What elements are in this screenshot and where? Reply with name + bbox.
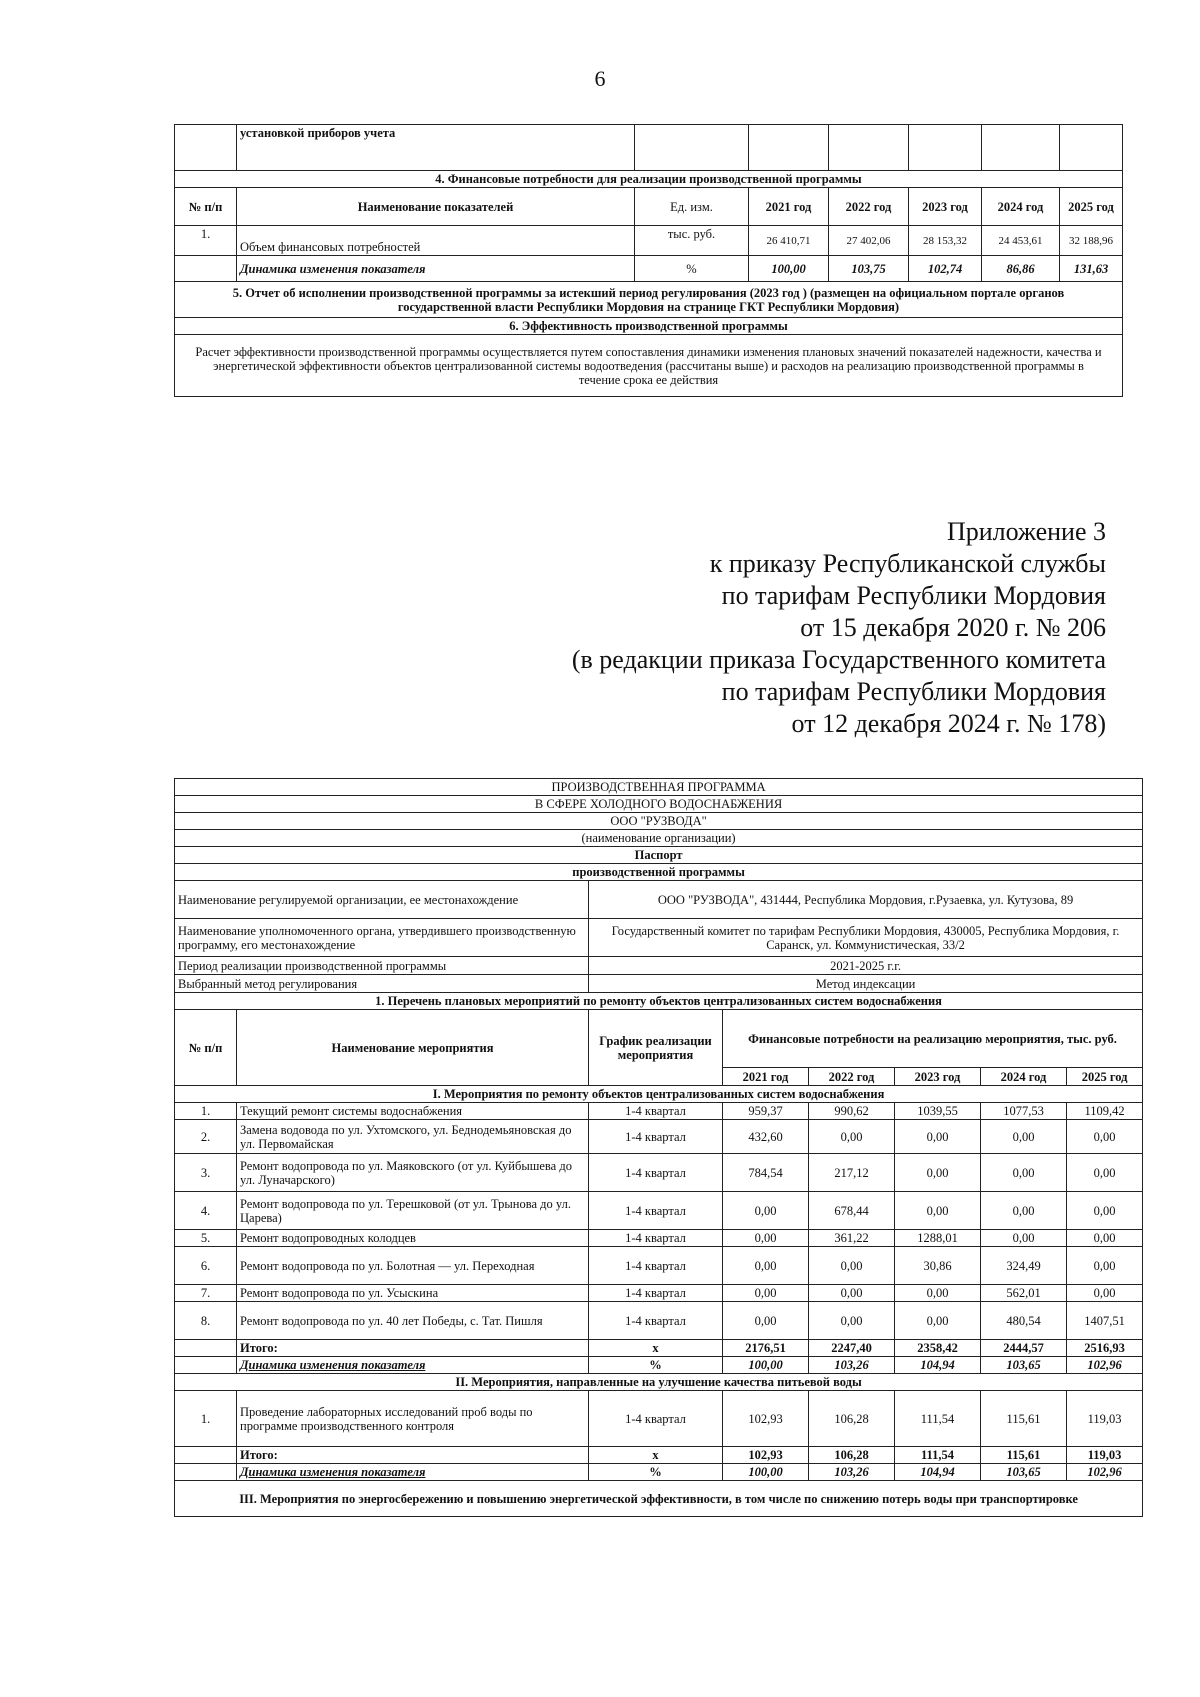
header-schedule: График реализации мероприятия [589,1010,723,1086]
section3-title: III. Мероприятия по энергосбережению и повышению энергетической эффективности, в том числе по снижению потерь воды при транспортировке [175,1481,1143,1517]
passport-row [175,957,1143,975]
section6-title: 6. Эффективность производственной программы [175,318,1123,335]
total-value: 106,28 [809,1447,895,1464]
row-value: 111,54 [895,1391,981,1447]
header-year: 2025 год [1060,188,1123,226]
dynamics-value: 100,00 [723,1357,809,1374]
row-value: 28 153,32 [909,226,982,256]
row-value: 1077,53 [981,1103,1067,1120]
dynamics-row [175,1357,1143,1374]
row-value: 27 402,06 [829,226,909,256]
passport-row [175,881,1143,919]
row-value: 103,75 [829,256,909,282]
row-schedule: 1-4 квартал [589,1120,723,1154]
dynamics-label: Динамика изменения показателя [237,1464,589,1481]
header-year: 2023 год [895,1068,981,1086]
table-row [175,1285,1143,1302]
table-row [175,1192,1143,1230]
passport-label: Наименование регулируемой организации, ее местонахождение [175,881,589,919]
carry-row [175,125,1123,171]
row-name: Текущий ремонт системы водоснабжения [237,1103,589,1120]
total-value: 2516,93 [1067,1340,1143,1357]
header-name: Наименование показателей [237,188,635,226]
header-year: 2024 год [982,188,1060,226]
row-value: 0,00 [1067,1154,1143,1192]
row-name: Ремонт водопровода по ул. Усыскина [237,1285,589,1302]
dynamics-row [175,1464,1143,1481]
dynamics-value: 104,94 [895,1357,981,1374]
appendix-line: по тарифам Республики Мордовия [721,677,1106,706]
header-year: 2022 год [809,1068,895,1086]
header-year: 2021 год [723,1068,809,1086]
row-value: 361,22 [809,1230,895,1247]
passport-label: Выбранный метод регулирования [175,975,589,993]
dynamics-value: 103,65 [981,1464,1067,1481]
row-value: 0,00 [723,1230,809,1247]
row-value: 106,28 [809,1391,895,1447]
row-num: 1. [175,226,237,256]
dynamics-value: 102,96 [1067,1357,1143,1374]
dynamics-value: 102,96 [1067,1464,1143,1481]
total-value: 2176,51 [723,1340,809,1357]
row-value: 0,00 [1067,1192,1143,1230]
row-value: 562,01 [981,1285,1067,1302]
row-value: 678,44 [809,1192,895,1230]
row-num: 8. [175,1302,237,1340]
row-value: 480,54 [981,1302,1067,1340]
total-label: Итого: [237,1447,589,1464]
row-value: 0,00 [981,1192,1067,1230]
row-value: 0,00 [981,1230,1067,1247]
table-row [175,1247,1143,1285]
dynamics-value: 103,26 [809,1464,895,1481]
passport-value: Метод индексации [589,975,1143,993]
passport-row [175,975,1143,993]
row-value: 119,03 [1067,1391,1143,1447]
section1-title: I. Мероприятия по ремонту объектов централизованных систем водоснабжения [175,1086,1143,1103]
row-num: 4. [175,1192,237,1230]
row-value: 0,00 [809,1120,895,1154]
row-value: 990,62 [809,1103,895,1120]
row-value: 0,00 [895,1120,981,1154]
row-value: 0,00 [809,1247,895,1285]
row-schedule: 1-4 квартал [589,1302,723,1340]
row-num: 2. [175,1120,237,1154]
total-row [175,1447,1143,1464]
header-num: № п/п [175,188,237,226]
row-value: 0,00 [723,1192,809,1230]
row-value: 0,00 [895,1285,981,1302]
row-name: Динамика изменения показателя [237,256,635,282]
row-name: Ремонт водопровода по ул. Терешковой (от ул. Трынова до ул. Царева) [237,1192,589,1230]
row-num [175,256,237,282]
row-schedule: 1-4 квартал [589,1154,723,1192]
row-value: 0,00 [981,1154,1067,1192]
total-value: 2444,57 [981,1340,1067,1357]
section5-text: 5. Отчет об исполнении производственной программы за истекший период регулирования (2023 год ) (размещен на официальном портале органов государственной власти Республики Мордовия на странице ГКТ Республики Мордовия) [175,282,1123,318]
header-year: 2022 год [829,188,909,226]
header-year: 2024 год [981,1068,1067,1086]
row-value: 324,49 [981,1247,1067,1285]
row-value: 0,00 [1067,1230,1143,1247]
passport-value: ООО "РУЗВОДА", 431444, Республика Мордовия, г.Рузаевка, ул. Кутузова, 89 [589,881,1143,919]
table-row [175,1103,1143,1120]
dynamics-unit: % [589,1357,723,1374]
row-unit: % [635,256,749,282]
row-num: 1. [175,1391,237,1447]
row-value: 0,00 [1067,1247,1143,1285]
total-value: 111,54 [895,1447,981,1464]
header-name: Наименование мероприятия [237,1010,589,1086]
carry-row-text: установкой приборов учета [237,125,635,171]
total-row [175,1340,1143,1357]
passport-label: Период реализации производственной программы [175,957,589,975]
dynamics-label: Динамика изменения показателя [237,1357,589,1374]
row-value: 217,12 [809,1154,895,1192]
dynamics-value: 103,65 [981,1357,1067,1374]
row-schedule: 1-4 квартал [589,1391,723,1447]
row-value: 0,00 [723,1302,809,1340]
row-num: 1. [175,1103,237,1120]
row-value: 131,63 [1060,256,1123,282]
section4-title: 4. Финансовые потребности для реализации производственной программы [175,171,1123,188]
passport-label: Наименование уполномоченного органа, утвердившего производственную программу, его местонахождение [175,919,589,957]
header-year: 2025 год [1067,1068,1143,1086]
top-header-row [175,188,1123,226]
row-value: 432,60 [723,1120,809,1154]
header-year: 2021 год [749,188,829,226]
row-value: 1109,42 [1067,1103,1143,1120]
row-value: 784,54 [723,1154,809,1192]
row-value: 0,00 [981,1120,1067,1154]
row-value: 0,00 [895,1154,981,1192]
section6-text: Расчет эффективности производственной программы осуществляется путем сопоставления динамики изменения плановых значений показателей надежности, качества и энергетической эффективности объектов централизованной системы водоотведения (рассчитаны выше) и расходов на реализацию производственной программы в течение срока ее действия [175,335,1123,397]
table-row [175,1302,1143,1340]
page-number: 6 [594,66,606,91]
appendix-line: от 15 декабря 2020 г. № 206 [800,613,1106,642]
program-header-row [175,1010,1143,1068]
row-value: 26 410,71 [749,226,829,256]
row-value: 0,00 [723,1247,809,1285]
total-label: Итого: [237,1340,589,1357]
row-schedule: 1-4 квартал [589,1247,723,1285]
total-value: 2358,42 [895,1340,981,1357]
row-value: 1039,55 [895,1103,981,1120]
row-unit: тыс. руб. [635,226,749,256]
dynamics-value: 104,94 [895,1464,981,1481]
row-value: 0,00 [895,1302,981,1340]
row-value: 102,74 [909,256,982,282]
row-num: 6. [175,1247,237,1285]
row-value: 959,37 [723,1103,809,1120]
total-schedule: х [589,1340,723,1357]
row-value: 30,86 [895,1247,981,1285]
passport-value: 2021-2025 г.г. [589,957,1143,975]
row-value: 1407,51 [1067,1302,1143,1340]
top-table [174,124,1123,397]
row-value: 0,00 [895,1192,981,1230]
passport-subtitle: производственной программы [175,864,1143,881]
row-name: Ремонт водопровода по ул. Болотная — ул. Переходная [237,1247,589,1285]
table-row [175,1154,1143,1192]
row-name: Объем финансовых потребностей [237,226,635,256]
row-value: 0,00 [723,1285,809,1302]
passport-row [175,919,1143,957]
table-row [175,226,1123,256]
total-value: 115,61 [981,1447,1067,1464]
table-row [175,256,1123,282]
row-schedule: 1-4 квартал [589,1103,723,1120]
section2-title: II. Мероприятия, направленные на улучшение качества питьевой воды [175,1374,1143,1391]
row-value: 102,93 [723,1391,809,1447]
row-name: Ремонт водопровода по ул. Маяковского (от ул. Куйбышева до ул. Луначарского) [237,1154,589,1192]
dynamics-value: 103,26 [809,1357,895,1374]
program-subtitle: В СФЕРЕ ХОЛОДНОГО ВОДОСНАБЖЕНИЯ [175,796,1143,813]
header-num: № п/п [175,1010,237,1086]
table-row [175,1230,1143,1247]
appendix-line: Приложение 3 [946,517,1106,546]
program-title: ПРОИЗВОДСТВЕННАЯ ПРОГРАММА [175,779,1143,796]
organization-caption: (наименование организации) [175,830,1143,847]
row-schedule: 1-4 квартал [589,1230,723,1247]
row-value: 86,86 [982,256,1060,282]
row-name: Ремонт водопровода по ул. 40 лет Победы, с. Тат. Пишля [237,1302,589,1340]
total-value: 119,03 [1067,1447,1143,1464]
row-value: 32 188,96 [1060,226,1123,256]
appendix-line: от 12 декабря 2024 г. № 178) [791,709,1106,738]
header-finance: Финансовые потребности на реализацию мероприятия, тыс. руб. [723,1010,1143,1068]
list-title: 1. Перечень плановых мероприятий по ремонту объектов централизованных систем водоснабжения [175,993,1143,1010]
total-value: 102,93 [723,1447,809,1464]
row-name: Ремонт водопроводных колодцев [237,1230,589,1247]
row-value: 100,00 [749,256,829,282]
header-unit: Ед. изм. [635,188,749,226]
table-row [175,1120,1143,1154]
row-value: 0,00 [809,1302,895,1340]
row-value: 0,00 [1067,1285,1143,1302]
row-num: 7. [175,1285,237,1302]
appendix-line: (в редакции приказа Государственного комитета [571,645,1106,674]
row-name: Замена водовода по ул. Ухтомского, ул. Беднодемьяновская до ул. Первомайская [237,1120,589,1154]
row-num: 5. [175,1230,237,1247]
passport-title: Паспорт [175,847,1143,864]
row-value: 115,61 [981,1391,1067,1447]
row-value: 24 453,61 [982,226,1060,256]
appendix-line: к приказу Республиканской службы [709,549,1106,578]
row-schedule: 1-4 квартал [589,1285,723,1302]
program-table [174,778,1143,1517]
table-row [175,1391,1143,1447]
header-year: 2023 год [909,188,982,226]
row-num: 3. [175,1154,237,1192]
dynamics-unit: % [589,1464,723,1481]
row-value: 0,00 [809,1285,895,1302]
row-value: 0,00 [1067,1120,1143,1154]
organization-name: ООО "РУЗВОДА" [175,813,1143,830]
passport-value: Государственный комитет по тарифам Республики Мордовия, 430005, Республика Мордовия, г. Саранск, ул. Коммунистическая, 33/2 [589,919,1143,957]
row-value: 1288,01 [895,1230,981,1247]
appendix-header [572,516,1106,740]
total-value: 2247,40 [809,1340,895,1357]
row-name: Проведение лабораторных исследований проб воды по программе производственного контроля [237,1391,589,1447]
appendix-line: по тарифам Республики Мордовия [721,581,1106,610]
total-schedule: х [589,1447,723,1464]
dynamics-value: 100,00 [723,1464,809,1481]
row-schedule: 1-4 квартал [589,1192,723,1230]
